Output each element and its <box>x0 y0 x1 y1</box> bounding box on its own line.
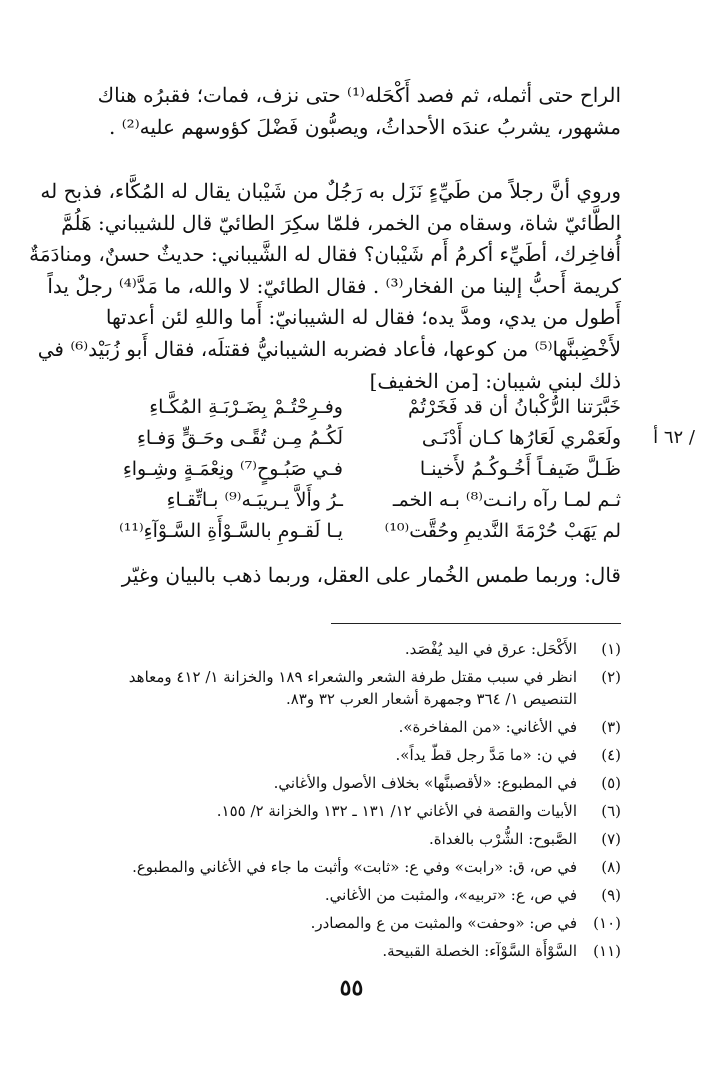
footnote-text: السَّوْأَة السَّوْآء: الخصلة القبيحة. <box>382 942 577 960</box>
text-line: الطَّائيّ شاة، وسقاه من الخمر، فلمّا سكِرَ الطائيّ قال للشيباني: هَلُمَّ <box>61 210 621 235</box>
manuscript-folio-marker: / ٦٢ أ <box>653 427 695 448</box>
footnote-number: (٢) <box>601 668 621 686</box>
footnote-number: (٩) <box>601 886 621 904</box>
footnote <box>81 666 621 710</box>
text-line: وروي أنَّ رجلاً من طَيِّءٍ نَزَل به رَجُلٌ من شَيْبان يقال له المُكَّاء، فذبح له <box>40 179 621 203</box>
footnote <box>81 716 621 738</box>
page-number: ٥٥ <box>339 975 364 1001</box>
verse-second-hemistich: يـا لَقـومِ بالسَّـوْأَةِ السَّـوْآءِ⁽¹¹⁾ <box>119 520 343 542</box>
verse-second-hemistich: لَكُـمُ مِـن تُقًـى وحَـقٍّ وَفـاءِ <box>136 427 343 449</box>
paragraph-3 <box>81 560 621 592</box>
verse-second-hemistich: فـي صَبُـوحٍ⁽⁷⁾ ونِعْمَـةٍ وشِـواءِ <box>122 458 343 480</box>
footnote <box>81 638 621 660</box>
footnote-text: الأَكْحَل: عرق في اليد يُفْصَد. <box>404 640 577 658</box>
verse-line <box>81 396 621 427</box>
text-line: مشهور، يشربُ عندَه الأحداثُ، ويصبُّون فَضْلَ كؤوسهم عليه⁽²⁾ . <box>109 114 621 139</box>
text-line: قال: وربما طمس الخُمار على العقل، وربما ذهب بالبيان وغيّر <box>121 563 621 587</box>
footnote-number: (١٠) <box>593 914 621 932</box>
footnote <box>81 940 621 962</box>
verse-line <box>81 458 621 489</box>
text-line: الراح حتى أثمله، ثم فصد أَكْحَله⁽¹⁾ حتى نزف، فمات؛ فقبرُه هناك <box>97 83 621 107</box>
verse-first-hemistich: ولَعَمْري لَعَارُها كـان أَدْنَـى <box>421 427 621 449</box>
footnote-number: (١) <box>601 640 621 658</box>
poem-verses <box>81 396 621 551</box>
footnote-number: (٥) <box>601 774 621 792</box>
paragraph-1 <box>81 80 621 143</box>
footnote-text: الصَّبوح: الشُّرْب بالغداة. <box>428 830 577 848</box>
footnote <box>81 828 621 850</box>
verse-first-hemistich: خَبَّرَتنا الرُّكْبانُ أن قد فَخَرْتُمْ <box>407 396 621 418</box>
text-line: كريمة أَحبُّ إلينا من الفخار⁽³⁾ . فقال الطائيّ: لا والله، ما مَدَّ⁽⁴⁾ رجلٌ يداً <box>47 273 621 298</box>
footnote <box>81 772 621 794</box>
footnote <box>81 800 621 822</box>
footnote-number: (٤) <box>601 746 621 764</box>
footnote-text: في المطبوع: «لأقصبنَّها» بخلاف الأصول والأغاني. <box>273 774 577 792</box>
verse-first-hemistich: ثـم لمـا رآه رانـت⁽⁸⁾ بـه الخمـ <box>392 489 621 511</box>
text-line: أُفاخِرك، أطَيِّء أكرمُ أَم شَيْبان؟ فقال له الشَّيباني: حديثٌ حسنٌ، ومنادَمَةٌ <box>29 242 621 267</box>
footnote-number: (٨) <box>601 858 621 876</box>
verse-line <box>81 520 621 551</box>
footnote-number: (٧) <box>601 830 621 848</box>
verse-second-hemistich: وفـرِحْتُـمْ بِضَـرْبَـةِ المُكَّـاءِ <box>149 396 343 418</box>
text-line: لأَخْضِبنَّها⁽⁵⁾ من كوعها، فأعاد فضربه الشيبانيُّ فقتلَه، فقال أَبو زُبَيْد⁽⁶⁾ في <box>37 336 621 361</box>
footnote <box>81 912 621 934</box>
footnote-divider <box>331 623 621 624</box>
footnote-number: (١١) <box>593 942 621 960</box>
paragraph-2 <box>29 176 621 397</box>
verse-line <box>81 489 621 520</box>
verse-first-hemistich: ظَـلَّ ضَيفـاً أَخُـوكُـمُ لأَخينـا <box>419 458 621 480</box>
footnote-text: في ص، ع: «تربيه»، والمثبت من الأغاني. <box>324 886 577 904</box>
footnote-text: في ص، ق: «رابت» وفي ع: «ثابت» وأثبت ما جاء في الأغاني والمطبوع. <box>132 858 577 876</box>
footnote-text: في ص: «وحفت» والمثبت من ع والمصادر. <box>310 914 577 932</box>
verse-second-hemistich: ـرُ وأَلاَّ يـريبَـه⁽⁹⁾ بـاتِّقـاءِ <box>166 489 343 511</box>
footnote <box>81 744 621 766</box>
footnote-number: (٦) <box>601 802 621 820</box>
verse-line <box>81 427 621 458</box>
footnote <box>81 884 621 906</box>
verse-first-hemistich: لم يَهَبْ حُرْمَةَ النَّديمِ وحُقَّت⁽¹⁰⁾ <box>384 520 621 542</box>
footnote-number: (٣) <box>601 718 621 736</box>
footnote-text: في الأغاني: «من المفاخرة». <box>398 718 577 736</box>
footnote-text: انظر في سبب مقتل طرفة الشعر والشعراء ١٨٩ والخزانة ١/ ٤١٢ ومعاهد التنصيص ١/ ٣٦٤ وجمهرة أشعار العرب ٣٢ و٨٣. <box>128 668 577 708</box>
footnote-text: الأبيات والقصة في الأغاني ١٢/ ١٣١ ـ ١٣٢ والخزانة ٢/ ١٥٥. <box>216 802 577 820</box>
footnote <box>81 856 621 878</box>
text-line: ذلك لبني شيبان: [من الخفيف] <box>369 368 621 393</box>
text-line: أَطول من يدي، ومدَّ يده؛ فقال له الشيبانيّ: أَما واللهِ لئن أعدتها <box>105 305 621 330</box>
footnotes <box>81 638 621 968</box>
footnote-text: في ن: «ما مَدَّ رجل قطّ يداً». <box>395 746 577 764</box>
